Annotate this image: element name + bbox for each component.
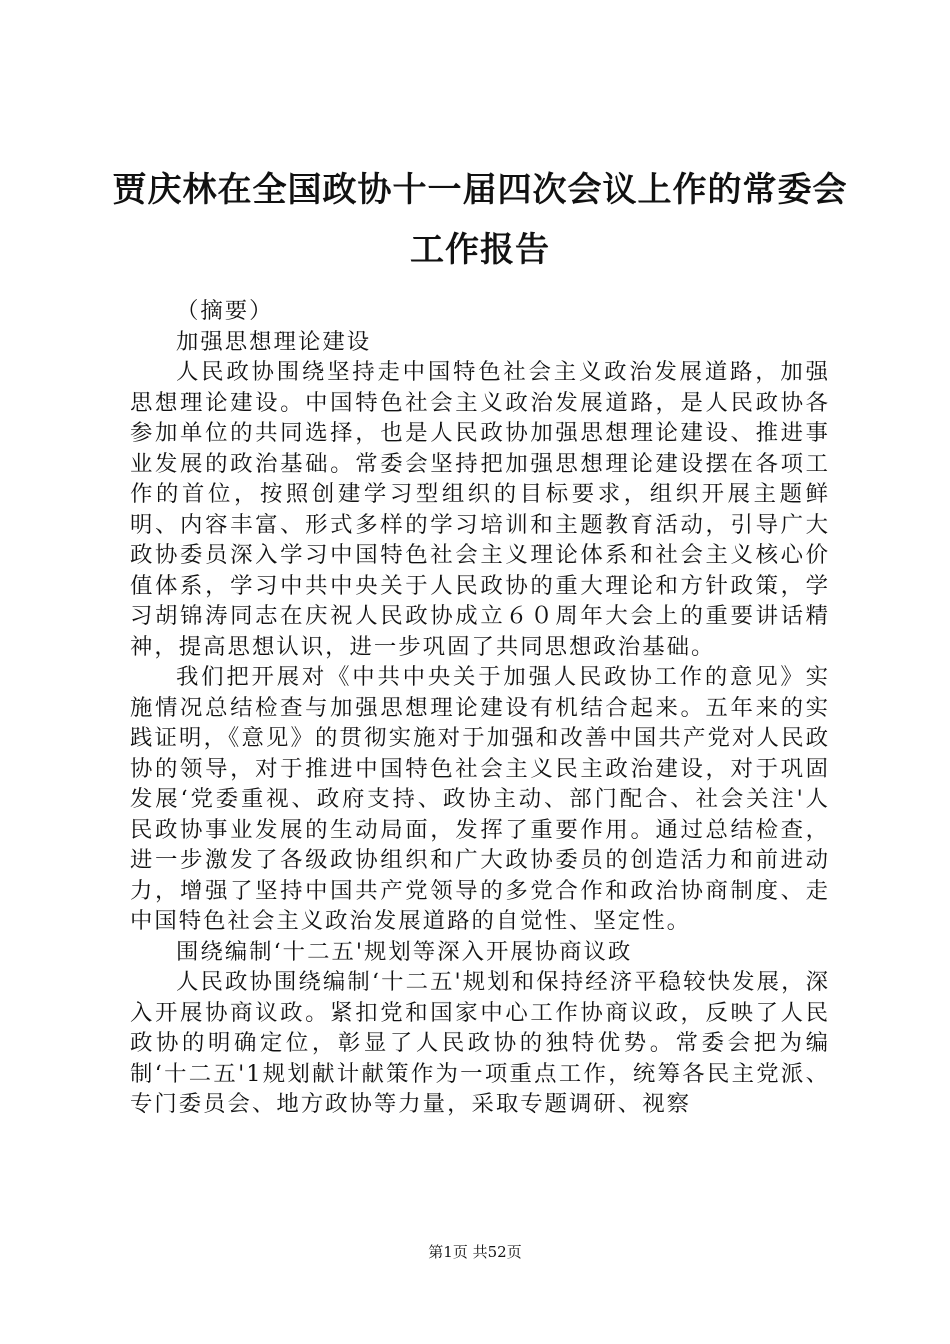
paragraph: 我们把开展对《中共中央关于加强人民政协工作的意见》实施情况总结检查与加强思想理论建设有机结合起来。五年来的实践证明，《意见》的贯彻实施对于加强和改善中国共产党对人民政协的领导，对于推进中国特色社会主义民主政治建设，对于巩固发展‘党委重视、政府支持、政协主动、部门配合、社会关注'人民政协事业发展的生动局面，发挥了重要作用。通过总结检查，进一步激发了各级政协组织和广大政协委员的创造活力和前进动力，增强了坚持中国共产党领导的多党合作和政治协商制度、走中国特色社会主义政治发展道路的自觉性、坚定性。 <box>130 664 830 934</box>
page-footer: 第1页 共52页 <box>428 1243 522 1261</box>
document-title: 贾庆林在全国政协十一届四次会议上作的常委会工作报告 <box>112 170 848 270</box>
section-heading: 加强思想理论建设 <box>176 328 372 355</box>
document-body <box>130 296 830 1120</box>
section-heading: 围绕编制‘十二五'规划等深入开展协商议政 <box>176 938 633 965</box>
paragraph: 人民政协围绕编制‘十二五'规划和保持经济平稳较快发展，深入开展协商议政。紧扣党和国家中心工作协商议政，反映了人民政协的明确定位，彰显了人民政协的独特优势。常委会把为编制‘十二五'1规划献计献策作为一项重点工作，统筹各民主党派、专门委员会、地方政协等力量，采取专题调研、视察 <box>130 969 830 1117</box>
summary-note: （摘要） <box>176 298 274 324</box>
paragraph: 人民政协围绕坚持走中国特色社会主义政治发展道路，加强思想理论建设。中国特色社会主义政治发展道路，是人民政协各参加单位的共同选择，也是人民政协加强思想理论建设、推进事业发展的政治基础。常委会坚持把加强思想理论建设摆在各项工作的首位，按照创建学习型组织的目标要求，组织开展主题鲜明、内容丰富、形式多样的学习培训和主题教育活动，引导广大政协委员深入学习中国特色社会主义理论体系和社会主义核心价值体系，学习中共中央关于人民政协的重大理论和方针政策，学习胡锦涛同志在庆祝人民政协成立６０周年大会上的重要讲话精神，提高思想认识，进一步巩固了共同思想政治基础。 <box>130 359 830 660</box>
